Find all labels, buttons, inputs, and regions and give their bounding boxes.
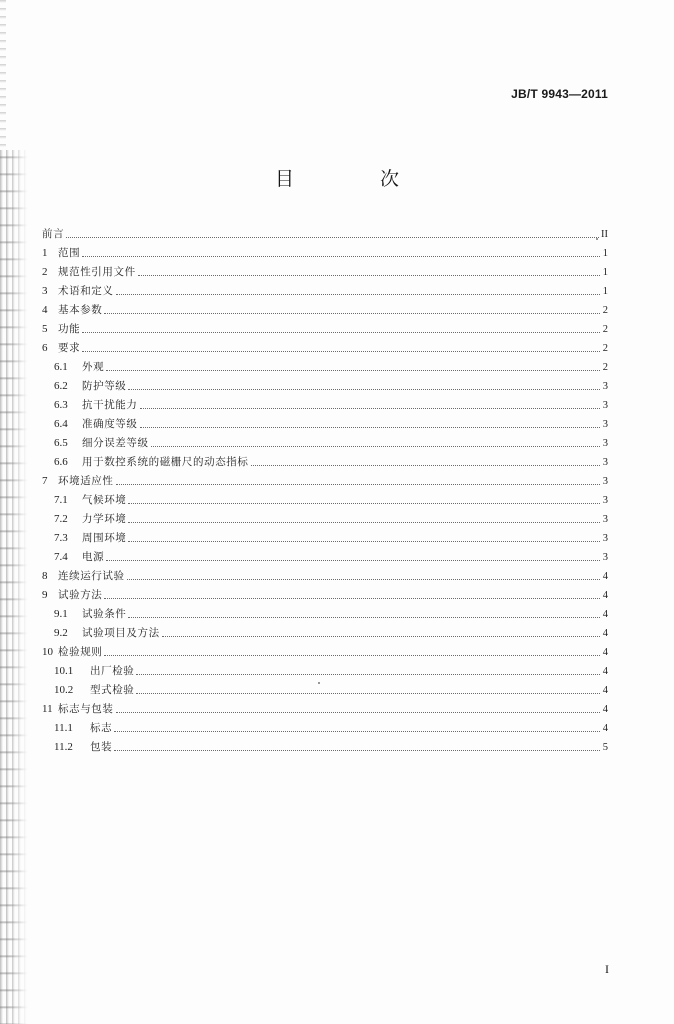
toc-entry-number: 7.3 bbox=[54, 532, 68, 544]
toc-entry-number: 11.1 bbox=[54, 722, 73, 734]
toc-entry[interactable] bbox=[42, 545, 608, 564]
toc-entry[interactable] bbox=[42, 659, 608, 678]
toc-dot-leader bbox=[116, 712, 601, 713]
toc-entry-number: 9 bbox=[42, 589, 48, 601]
toc-entry-page: 4 bbox=[602, 704, 608, 715]
toc-entry[interactable] bbox=[42, 640, 608, 659]
toc-dot-leader bbox=[106, 370, 600, 371]
toc-entry[interactable] bbox=[42, 336, 608, 355]
toc-entry-number: 9.2 bbox=[54, 627, 68, 639]
toc-entry-title: 细分误差等级 bbox=[82, 437, 149, 449]
toc-entry-title: 周围环境 bbox=[82, 532, 127, 544]
toc-entry-title: 气候环境 bbox=[82, 494, 127, 506]
scan-edge-noise bbox=[0, 150, 28, 1024]
toc-entry-title: 型式检验 bbox=[90, 684, 135, 696]
toc-entry-title: 准确度等级 bbox=[82, 418, 138, 430]
toc-entry-title: 检验规则 bbox=[58, 646, 103, 658]
toc-entry[interactable] bbox=[42, 526, 608, 545]
toc-entry-page: 3 bbox=[602, 533, 608, 544]
toc-entry-title: 环境适应性 bbox=[58, 475, 114, 487]
toc-entry-page: 4 bbox=[602, 666, 608, 677]
toc-dot-leader bbox=[128, 389, 600, 390]
toc-entry-number: 2 bbox=[42, 266, 48, 278]
toc-entry[interactable] bbox=[42, 222, 608, 241]
toc-dot-leader bbox=[128, 522, 600, 523]
toc-entry-number: 7.4 bbox=[54, 551, 68, 563]
toc-dot-leader bbox=[138, 275, 600, 276]
toc-entry[interactable] bbox=[42, 583, 608, 602]
toc-entry-title: 前言 bbox=[42, 228, 65, 240]
toc-entry-number: 6 bbox=[42, 342, 48, 354]
toc-entry-page: II bbox=[601, 229, 608, 240]
toc-entry[interactable] bbox=[42, 602, 608, 621]
toc-dot-leader bbox=[82, 332, 600, 333]
toc-dot-leader bbox=[114, 731, 600, 732]
toc-entry-page: 4 bbox=[602, 571, 608, 582]
toc-entry-page: 2 bbox=[602, 324, 608, 335]
toc-entry-number: 10.1 bbox=[54, 665, 74, 677]
toc-entry-title: 标志 bbox=[90, 722, 113, 734]
toc-dot-leader bbox=[82, 256, 600, 257]
toc-entry[interactable] bbox=[42, 507, 608, 526]
toc-entry-page: 4 bbox=[602, 590, 608, 601]
toc-entry-number: 10.2 bbox=[54, 684, 74, 696]
scan-speck bbox=[318, 682, 320, 684]
toc-entry-number: 6.6 bbox=[54, 456, 68, 468]
toc-entry-number: 10 bbox=[42, 646, 53, 658]
toc-entry-title: 防护等级 bbox=[82, 380, 127, 392]
toc-entry-number: 1 bbox=[42, 247, 48, 259]
toc-dot-leader bbox=[151, 446, 600, 447]
toc-dot-leader bbox=[128, 503, 600, 504]
toc-entry[interactable] bbox=[42, 564, 608, 583]
toc-entry[interactable] bbox=[42, 279, 608, 298]
toc-dot-leader bbox=[104, 655, 600, 656]
toc-entry-number: 7 bbox=[42, 475, 48, 487]
toc-entry-number: 11 bbox=[42, 703, 53, 715]
toc-entry-number: 6.4 bbox=[54, 418, 68, 430]
scan-edge-noise-top bbox=[0, 0, 6, 150]
toc-entry-number: 11.2 bbox=[54, 741, 73, 753]
toc-entry-number: 6.5 bbox=[54, 437, 68, 449]
toc-entry[interactable] bbox=[42, 697, 608, 716]
toc-entry-page: 3 bbox=[602, 400, 608, 411]
scan-speck bbox=[596, 238, 598, 240]
document-code: JB/T 9943—2011 bbox=[511, 87, 608, 101]
toc-entry[interactable] bbox=[42, 374, 608, 393]
toc-dot-leader bbox=[140, 427, 601, 428]
toc-dot-leader bbox=[162, 636, 600, 637]
toc-entry-title: 连续运行试验 bbox=[58, 570, 125, 582]
toc-entry[interactable] bbox=[42, 469, 608, 488]
toc-dot-leader bbox=[106, 560, 600, 561]
toc-entry-title: 范围 bbox=[58, 247, 81, 259]
toc-entry-number: 6.1 bbox=[54, 361, 68, 373]
toc-entry[interactable] bbox=[42, 412, 608, 431]
toc-entry-title: 术语和定义 bbox=[58, 285, 114, 297]
toc-entry-title: 试验方法 bbox=[58, 589, 103, 601]
toc-entry-page: 3 bbox=[602, 476, 608, 487]
toc-entry-title: 抗干扰能力 bbox=[82, 399, 138, 411]
toc-entry-number: 8 bbox=[42, 570, 48, 582]
toc-entry-title: 试验条件 bbox=[82, 608, 127, 620]
toc-entry-page: 3 bbox=[602, 419, 608, 430]
toc-entry-title: 包装 bbox=[90, 741, 113, 753]
toc-entry[interactable] bbox=[42, 393, 608, 412]
toc-entry-number: 7.1 bbox=[54, 494, 68, 506]
toc-dot-leader bbox=[104, 598, 600, 599]
toc-entry-page: 1 bbox=[602, 286, 608, 297]
toc-entry[interactable] bbox=[42, 716, 608, 735]
toc-entry-title: 电源 bbox=[82, 551, 105, 563]
toc-entry-number: 3 bbox=[42, 285, 48, 297]
toc-entry-page: 1 bbox=[602, 267, 608, 278]
toc-dot-leader bbox=[127, 579, 600, 580]
toc-entry[interactable] bbox=[42, 298, 608, 317]
toc-entry-title: 规范性引用文件 bbox=[58, 266, 136, 278]
toc-dot-leader bbox=[128, 541, 600, 542]
toc-entry-title: 基本参数 bbox=[58, 304, 103, 316]
table-of-contents bbox=[42, 222, 608, 754]
toc-entry[interactable] bbox=[42, 678, 608, 697]
toc-entry-title: 功能 bbox=[58, 323, 81, 335]
toc-entry-page: 3 bbox=[602, 514, 608, 525]
toc-dot-leader bbox=[82, 351, 600, 352]
toc-entry-title: 力学环境 bbox=[82, 513, 127, 525]
toc-dot-leader bbox=[251, 465, 601, 466]
toc-entry-page: 2 bbox=[602, 362, 608, 373]
toc-entry[interactable] bbox=[42, 621, 608, 640]
toc-entry-page: 3 bbox=[602, 438, 608, 449]
toc-entry[interactable] bbox=[42, 355, 608, 374]
page-number: I bbox=[605, 962, 609, 976]
toc-entry[interactable] bbox=[42, 450, 608, 469]
toc-entry-title: 要求 bbox=[58, 342, 81, 354]
toc-entry-page: 4 bbox=[602, 628, 608, 639]
toc-dot-leader bbox=[128, 617, 600, 618]
toc-entry-number: 5 bbox=[42, 323, 48, 335]
toc-dot-leader bbox=[66, 237, 599, 238]
toc-entry-page: 3 bbox=[602, 457, 608, 468]
toc-entry-page: 3 bbox=[602, 381, 608, 392]
toc-entry[interactable] bbox=[42, 735, 608, 754]
toc-entry[interactable] bbox=[42, 488, 608, 507]
toc-entry-title: 出厂检验 bbox=[90, 665, 135, 677]
toc-entry-page: 4 bbox=[602, 723, 608, 734]
toc-entry-page: 3 bbox=[602, 495, 608, 506]
toc-dot-leader bbox=[116, 484, 601, 485]
toc-entry-page: 4 bbox=[602, 647, 608, 658]
toc-dot-leader bbox=[136, 693, 600, 694]
toc-entry[interactable] bbox=[42, 241, 608, 260]
toc-entry-page: 4 bbox=[602, 685, 608, 696]
toc-entry-title: 试验项目及方法 bbox=[82, 627, 160, 639]
toc-entry-number: 7.2 bbox=[54, 513, 68, 525]
toc-entry-number: 6.3 bbox=[54, 399, 68, 411]
toc-entry-number: 4 bbox=[42, 304, 48, 316]
toc-dot-leader bbox=[116, 294, 601, 295]
toc-entry-title: 用于数控系统的磁栅尺的动态指标 bbox=[82, 456, 249, 468]
toc-entry-page: 5 bbox=[602, 742, 608, 753]
toc-entry-page: 2 bbox=[602, 343, 608, 354]
toc-entry-page: 2 bbox=[602, 305, 608, 316]
toc-entry-page: 3 bbox=[602, 552, 608, 563]
toc-dot-leader bbox=[140, 408, 601, 409]
toc-entry[interactable] bbox=[42, 260, 608, 279]
toc-title: 目 次 bbox=[274, 168, 440, 190]
toc-entry-number: 6.2 bbox=[54, 380, 68, 392]
toc-entry[interactable] bbox=[42, 317, 608, 336]
toc-dot-leader bbox=[104, 313, 600, 314]
toc-entry[interactable] bbox=[42, 431, 608, 450]
toc-entry-title: 外观 bbox=[82, 361, 105, 373]
toc-entry-page: 4 bbox=[602, 609, 608, 620]
toc-dot-leader bbox=[136, 674, 600, 675]
toc-entry-page: 1 bbox=[602, 248, 608, 259]
toc-entry-number: 9.1 bbox=[54, 608, 68, 620]
toc-dot-leader bbox=[114, 750, 600, 751]
toc-entry-title: 标志与包装 bbox=[58, 703, 114, 715]
